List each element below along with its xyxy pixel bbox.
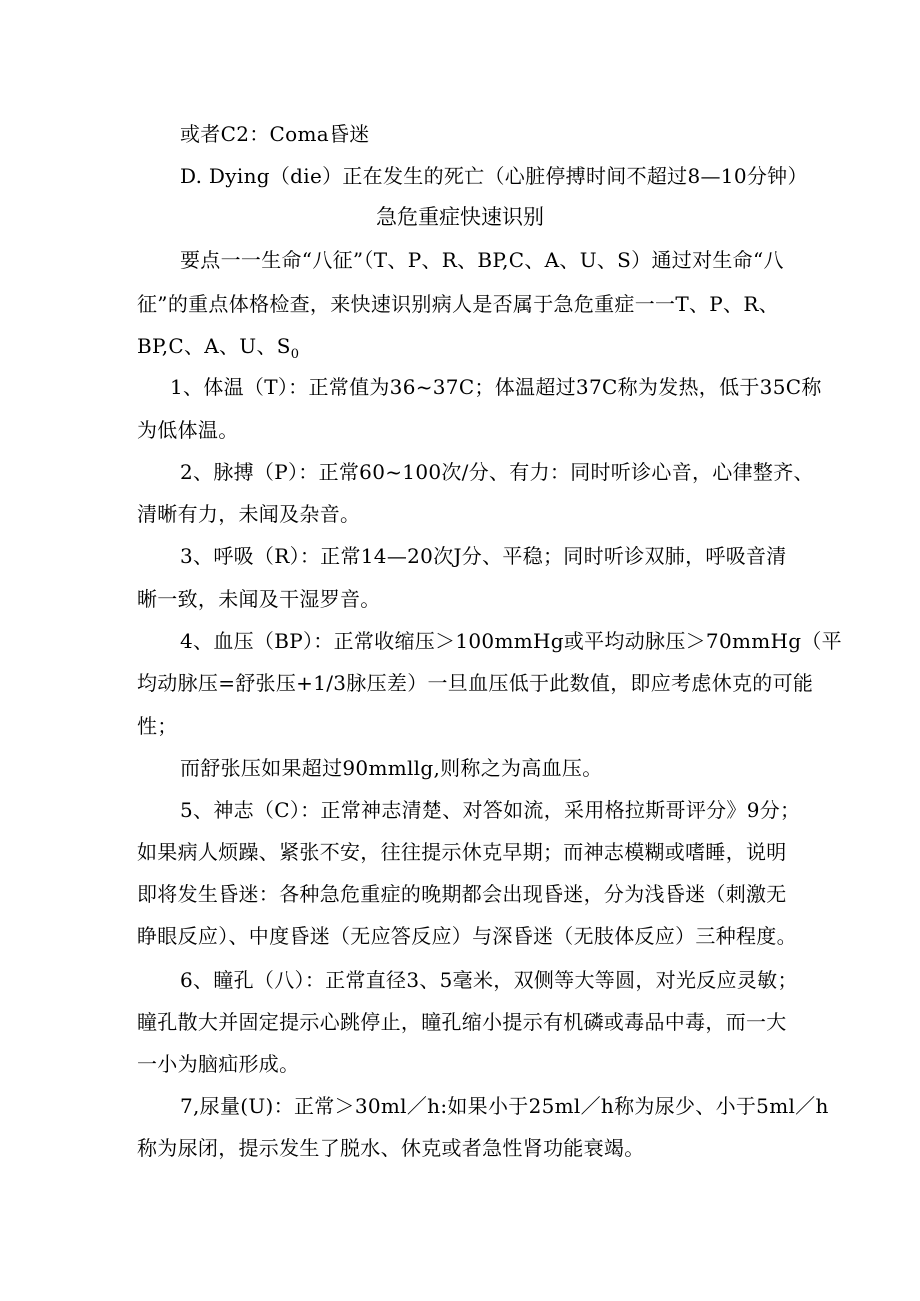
summary-last-text: BP,C、A、U、S: [137, 334, 291, 358]
section-title: 急危重症快速识别: [376, 205, 544, 229]
consciousness-line-1: 5、神志（C）：正常神志清楚、对答如流，采用格拉斯哥评分》9分；: [180, 798, 801, 822]
intro-line-coma: 或者C2：Coma昏迷: [180, 122, 370, 146]
hypertension-line: 而舒张压如果超过90mmllg,则称之为高血压。: [180, 756, 603, 780]
respiration-line-2: 晰一致，未闻及干湿罗音。: [137, 587, 381, 611]
consciousness-line-2: 如果病人烦躁、紧张不安，往往提示休克早期；而神志模糊或嗜睡，说明: [137, 840, 787, 864]
intro-line-dying: D. Dying（die）正在发生的死亡（心脏停搏时间不超过8—10分钟）: [180, 164, 808, 188]
urine-line-1: 7,尿量(U)：正常＞30ml／h:如果小于25ml／h称为尿少、小于5ml／h: [180, 1094, 829, 1118]
summary-line-2: 征”的重点体格检查，来快速识别病人是否属于急危重症一一T、P、R、: [137, 292, 779, 316]
temperature-line-1: 1、体温（T）：正常值为36~37C；体温超过37C称为发热，低于35C称: [170, 375, 822, 399]
blood-pressure-line-3: 性；: [137, 714, 178, 738]
consciousness-line-4: 睁眼反应）、中度昏迷（无应答反应）与深昏迷（无肢体反应）三种程度。: [137, 924, 797, 948]
respiration-line-1: 3、呼吸（R）：正常14—20次J分、平稳；同时听诊双肺，呼吸音清: [180, 544, 787, 568]
summary-line-3: [137, 334, 299, 367]
summary-subscript: 0: [290, 347, 300, 362]
pupil-line-3: 一小为脑疝形成。: [137, 1052, 300, 1076]
blood-pressure-line-2: 均动脉压=舒张压+1/3脉压差）一旦血压低于此数值，即应考虑休克的可能: [137, 671, 814, 695]
summary-line-1: 要点一一生命“八征”（T、P、R、BP,C、A、U、S）通过对生命“八: [180, 248, 784, 272]
urine-line-2: 称为尿闭，提示发生了脱水、休克或者急性肾功能衰竭。: [137, 1136, 645, 1160]
temperature-line-2: 为低体温。: [137, 418, 239, 442]
blood-pressure-line-1: 4、血压（BP）：正常收缩压＞100mmHg或平均动脉压＞70mmHg（平: [180, 629, 842, 653]
pulse-line-2: 清晰有力，未闻及杂音。: [137, 502, 361, 526]
pupil-line-2: 瞳孔散大并固定提示心跳停止，瞳孔缩小提示有机磷或毒品中毒，而一大: [137, 1010, 787, 1034]
pulse-line-1: 2、脉搏（P）：正常60~100次/分、有力：同时听诊心音，心律整齐、: [180, 460, 814, 484]
pupil-line-1: 6、瞳孔（八）：正常直径3、5毫米，双侧等大等圆，对光反应灵敏；: [180, 968, 798, 992]
consciousness-line-3: 即将发生昏迷：各种急危重症的晚期都会出现昏迷，分为浅昏迷（刺激无: [137, 882, 787, 906]
